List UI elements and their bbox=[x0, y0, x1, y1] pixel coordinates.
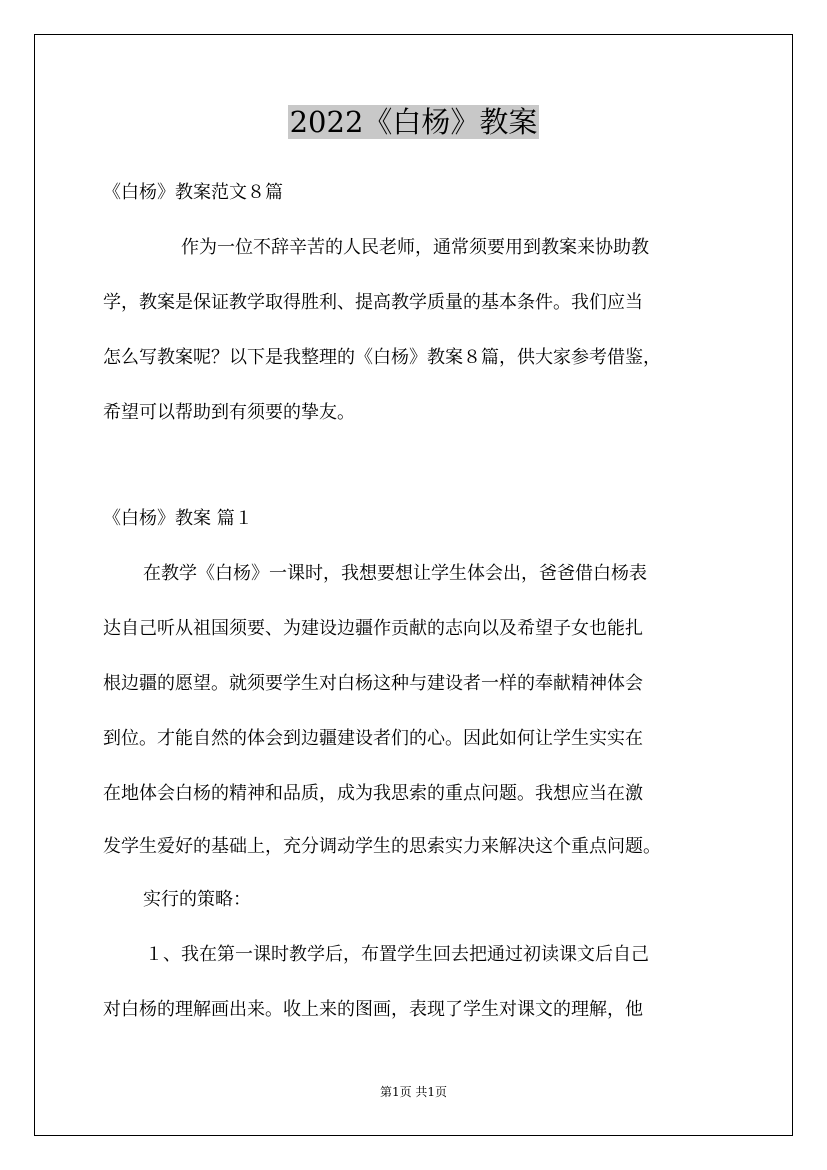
section-heading: 《白杨》教案 篇１ bbox=[103, 508, 253, 529]
paragraph-line: 到位。才能自然的体会到边疆建设者们的心。因此如何让学生实实在 bbox=[103, 728, 643, 749]
strategy-label: 实行的策略： bbox=[143, 889, 251, 910]
intro-line: 怎么写教案呢？以下是我整理的《白杨》教案８篇，供大家参考借鉴， bbox=[103, 347, 661, 368]
list-item-line: 对白杨的理解画出来。收上来的图画，表现了学生对课文的理解，他 bbox=[103, 999, 643, 1020]
intro-line: 学，教案是保证教学取得胜利、提高教学质量的基本条件。我们应当 bbox=[103, 292, 643, 313]
list-item-line: １、我在第一课时教学后，布置学生回去把通过初读课文后自己 bbox=[145, 944, 649, 965]
document-subtitle: 《白杨》教案范文８篇 bbox=[103, 182, 283, 203]
intro-line: 希望可以帮助到有须要的挚友。 bbox=[103, 402, 355, 423]
page-footer: 第1页 共1页 bbox=[379, 1085, 448, 1099]
document-title bbox=[0, 102, 827, 142]
paragraph-line: 在地体会白杨的精神和品质，成为我思索的重点问题。我想应当在激 bbox=[103, 783, 643, 804]
paragraph-line: 根边疆的愿望。就须要学生对白杨这种与建设者一样的奉献精神体会 bbox=[103, 673, 643, 694]
paragraph-line: 发学生爱好的基础上，充分调动学生的思索实力来解决这个重点问题。 bbox=[103, 836, 661, 857]
paragraph-line: 达自己听从祖国须要、为建设边疆作贡献的志向以及希望子女也能扎 bbox=[103, 618, 643, 639]
document-title-text: 2022《白杨》教案 bbox=[289, 105, 538, 139]
intro-line: 作为一位不辞辛苦的人民老师，通常须要用到教案来协助教 bbox=[181, 237, 649, 258]
paragraph-line: 在教学《白杨》一课时，我想要想让学生体会出，爸爸借白杨表 bbox=[143, 563, 647, 584]
